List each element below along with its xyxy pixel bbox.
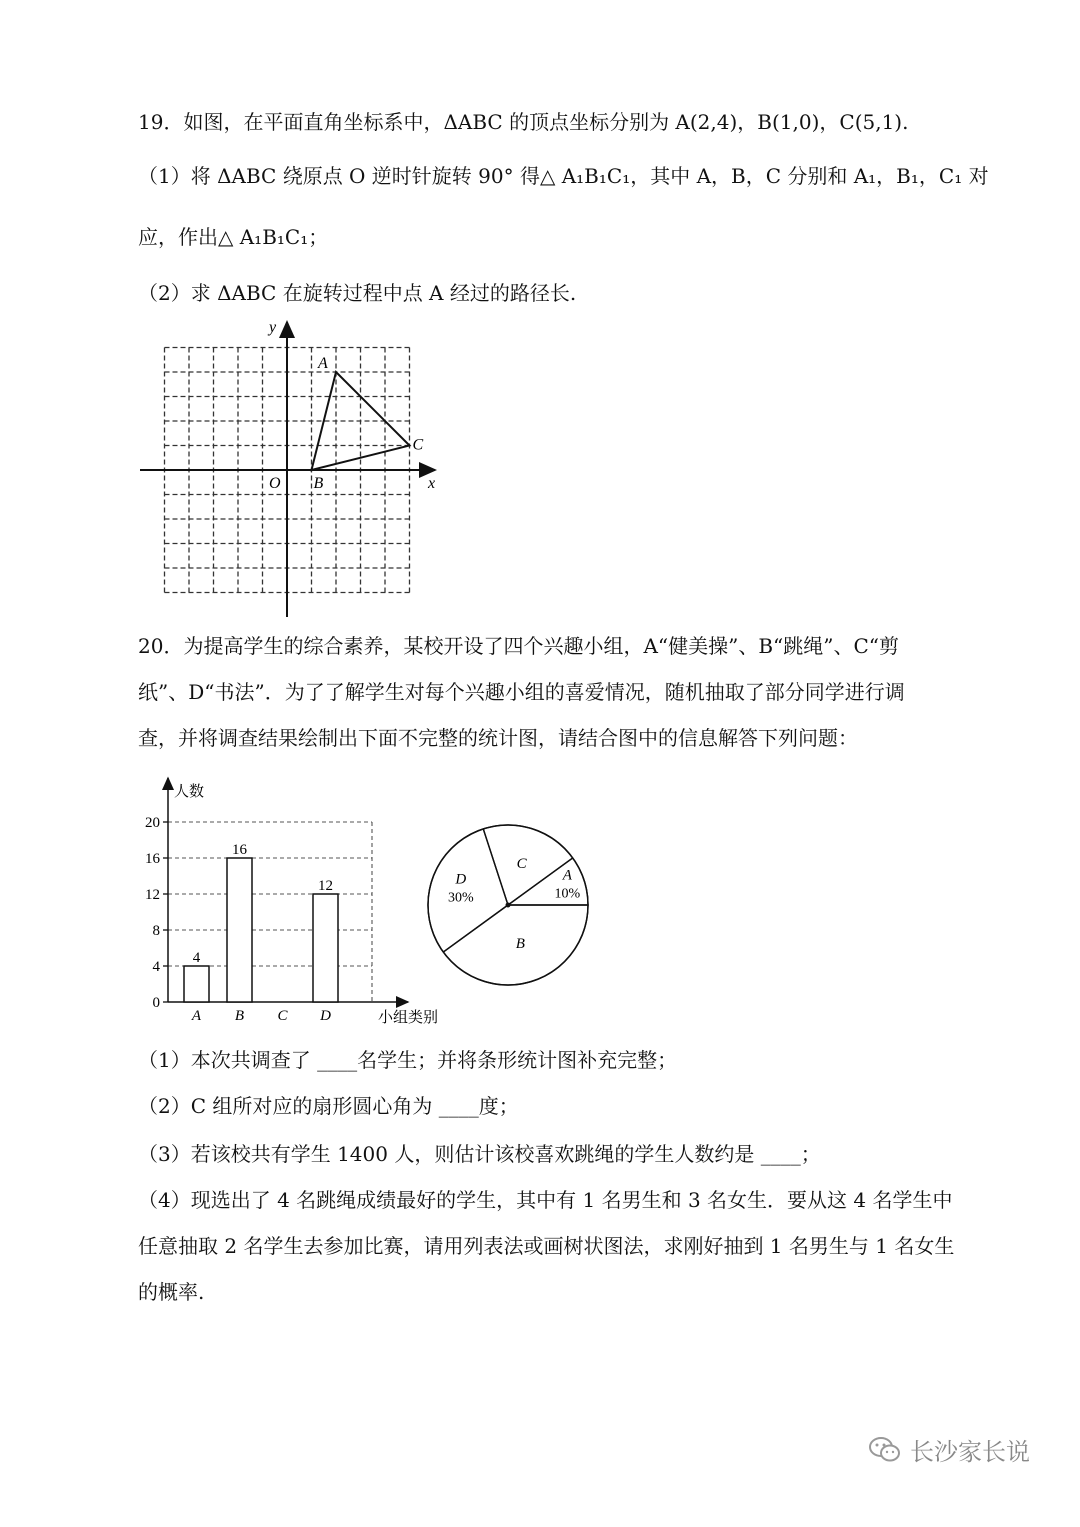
- q20-stem-2: 纸”、D“书法”．为了了解学生对每个兴趣小组的喜爱情况，随机抽取了部分同学进行调: [138, 680, 905, 704]
- pie-chart-svg: [418, 820, 598, 995]
- pie-percent-label: 10%: [554, 886, 581, 902]
- q20-sub4-3: 的概率.: [138, 1280, 205, 1304]
- q20-stem-1: 20．为提高学生的综合素养，某校开设了四个兴趣小组，A“健美操”、B“跳绳”、C“剪: [138, 634, 900, 658]
- bar-value-label: 16: [232, 842, 247, 858]
- pie-slice-label: D: [455, 871, 467, 888]
- bar-chart-svg: [140, 772, 460, 1027]
- coordinate-grid-svg: [130, 312, 460, 622]
- q20-sub3: （3）若该校共有学生 1400 人，则估计该校喜欢跳绳的学生人数约是 ____；: [138, 1142, 821, 1166]
- pie-center: [506, 903, 511, 908]
- bar-b: [227, 858, 252, 1002]
- pie-slice-label: A: [562, 867, 572, 884]
- watermark: [868, 1432, 1030, 1467]
- pie-chart-figure: [418, 820, 598, 999]
- q20-sub1: （1）本次共调查了 ____名学生；并将条形统计图补充完整；: [138, 1048, 678, 1072]
- y-tick-label: 16: [145, 851, 160, 867]
- bar-chart-figure: [140, 772, 460, 1031]
- q19-stem: 19．如图，在平面直角坐标系中，ΔABC 的顶点坐标分别为 A(2,4)，B(1,0)，C(5,1).: [138, 110, 909, 134]
- q19-part1: （1）将 ΔABC 绕原点 O 逆时针旋转 90° 得△ A₁B₁C₁，其中 A，B，C 分别和 A₁，B₁，C₁ 对: [138, 164, 989, 188]
- coordinate-grid-figure: [130, 312, 460, 626]
- bar-value-label: 4: [192, 950, 201, 966]
- q20-sub4-1: （4）现选出了 4 名跳绳成绩最好的学生，其中有 1 名男生和 3 名女生．要从这 4 名学生中: [138, 1188, 953, 1212]
- q20-sub4-2: 任意抽取 2 名学生去参加比赛，请用列表法或画树状图法，求刚好抽到 1 名男生与 1 名女生: [138, 1234, 955, 1258]
- x-category-label: B: [234, 1008, 245, 1024]
- q19-part1-cont: 应，作出△ A₁B₁C₁；: [138, 225, 329, 249]
- bar-a: [184, 966, 209, 1002]
- q20-stem-3: 查，并将调查结果绘制出下面不完整的统计图，请结合图中的信息解答下列问题：: [138, 726, 858, 750]
- q20-sub2: （2）C 组所对应的扇形圆心角为 ____度；: [138, 1094, 519, 1118]
- q19-part2: （2）求 ΔABC 在旋转过程中点 A 经过的路径长.: [138, 281, 577, 305]
- pie-slice-label: C: [516, 856, 527, 873]
- origin-label: O: [269, 475, 281, 492]
- watermark-text: 长沙家长说: [910, 1438, 1030, 1466]
- y-tick-label: 0: [152, 995, 160, 1011]
- pie-percent-label: 30%: [447, 890, 474, 906]
- bar-y-label: 人数: [174, 784, 205, 800]
- x-axis-label: x: [428, 475, 436, 492]
- vertex-label-b: B: [313, 475, 324, 492]
- pie-slice-label: B: [515, 936, 525, 953]
- x-category-label: D: [320, 1008, 331, 1024]
- y-tick-label: 8: [152, 923, 160, 939]
- x-category-label: C: [277, 1008, 288, 1024]
- vertex-label-a: A: [318, 355, 328, 372]
- bar-x-label: 小组类别: [378, 1010, 439, 1026]
- x-category-label: A: [191, 1008, 202, 1024]
- y-tick-label: 12: [145, 887, 160, 903]
- wechat-icon: [868, 1435, 902, 1465]
- y-tick-label: 4: [152, 959, 160, 975]
- bar-d: [313, 894, 338, 1002]
- bar-value-label: 12: [318, 878, 333, 894]
- vertex-label-c: C: [412, 436, 424, 454]
- y-tick-label: 20: [145, 815, 160, 831]
- y-axis-label: y: [269, 319, 277, 336]
